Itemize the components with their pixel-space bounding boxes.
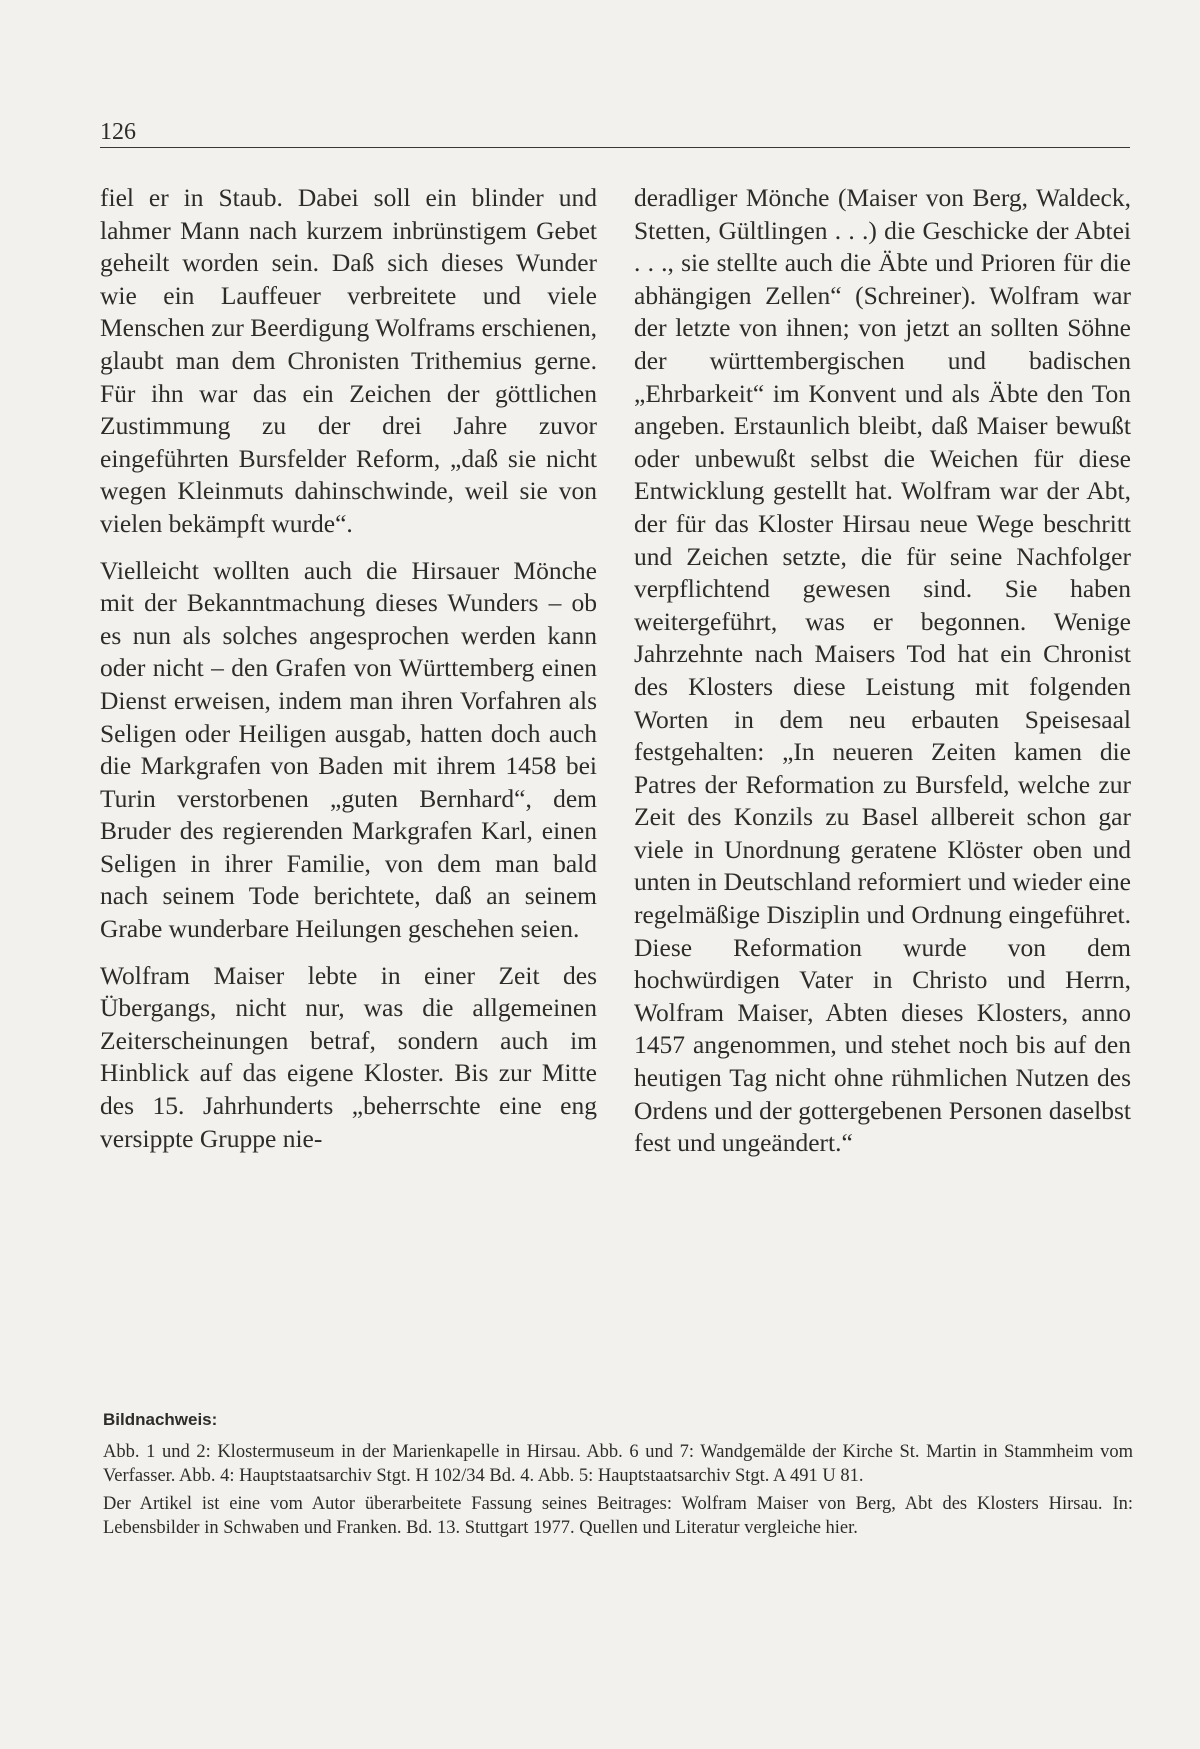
picture-credits-sources: Abb. 1 und 2: Klostermuseum in der Marienkapelle in Hirsau. Abb. 6 und 7: Wandgemälde der Kirche St. Martin in Stammheim vom Verfasser. Abb. 4: Hauptstaatsarchiv Stgt. H 102/34 Bd. 4. Abb. 5: Hauptstaatsarchiv Stgt. A 491 U 81. bbox=[103, 1442, 1133, 1486]
page-number: 126 bbox=[100, 119, 136, 145]
paragraph: Wolfram Maiser lebte in einer Zeit des Übergangs, nicht nur, was die allgemeinen Zeiterscheinungen betraf, sondern auch im Hinblick auf das eigene Kloster. Bis zur Mitte des 15. Jahrhunderts „beherrschte eine eng versippte Gruppe nie- bbox=[100, 960, 597, 1153]
left-text-column bbox=[100, 182, 597, 1169]
picture-credits bbox=[103, 1408, 1133, 1544]
article-note: Der Artikel ist eine vom Autor überarbeitete Fassung seines Beitrages: Wolfram Maiser von Berg, Abt des Klosters Hirsau. In: Lebensbilder in Schwaben und Franken. Bd. 13. Stuttgart 1977. Quellen und Literatur vergleiche hier. bbox=[103, 1494, 1133, 1538]
paragraph: fiel er in Staub. Dabei soll ein blinder und lahmer Mann nach kurzem inbrünstigem Gebet geheilt worden sein. Daß sich dieses Wunder wie ein Lauffeuer verbreitete und viele Menschen zur Beerdigung Wolframs erschienen, glaubt man dem Chronisten Trithemius gerne. Für ihn war das ein Zeichen der göttlichen Zustimmung zu der drei Jahre zuvor eingeführten Bursfelder Reform, „daß sie nicht wegen Kleinmuts dahinschwinde, weil sie von vielen bekämpft wurde“. bbox=[100, 183, 597, 538]
picture-credits-heading: Bildnachweis: bbox=[103, 1410, 218, 1429]
header-rule bbox=[100, 147, 1130, 148]
paragraph: Vielleicht wollten auch die Hirsauer Mönche mit der Bekanntmachung dieses Wunders – ob es nun als solches angesprochen werden kann oder nicht – den Grafen von Württemberg einen Dienst erweisen, indem man ihren Vorfahren als Seligen oder Heiligen ausgab, hatten doch auch die Markgrafen von Baden mit ihrem 1458 bei Turin verstorbenen „guten Bernhard“, dem Bruder des regierenden Markgrafen Karl, einen Seligen in ihrer Familie, von dem man bald nach seinem Tode berichtete, daß an seinem Grabe wunderbare Heilungen geschehen seien. bbox=[100, 555, 597, 944]
right-text-column bbox=[634, 182, 1131, 1160]
paragraph: deradliger Mönche (Maiser von Berg, Waldeck, Stetten, Gültlingen . . .) die Geschicke der Abtei . . ., sie stellte auch die Äbte und Prioren für die abhängigen Zellen“ (Schreiner). Wolfram war der letzte von ihnen; von jetzt an sollten Söhne der württembergischen und badischen „Ehrbarkeit“ im Konvent und als Äbte den Ton angeben. Erstaunlich bleibt, daß Maiser bewußt oder unbewußt selbst die Weichen für diese Entwicklung gestellt hat. Wolfram war der Abt, der für das Kloster Hirsau neue Wege beschritt und Zeichen setzte, die für seine Nachfolger verpflichtend gewesen sind. Sie haben weitergeführt, was er begonnen. Wenige Jahrzehnte nach Maisers Tod hat ein Chronist des Klosters diese Leistung mit folgenden Worten in dem neu erbauten Speisesaal festgehalten: „In neueren Zeiten kamen die Patres der Reformation zu Bursfeld, welche zur Zeit des Konzils zu Basel allbereit schon gar viele in Unordnung geratene Klöster oben und unten in Deutschland reformiert und wieder eine regelmäßige Disziplin und Ordnung eingeführet. Diese Reformation wurde von dem hochwürdigen Vater in Christo und Herrn, Wolfram Maiser, Abten dieses Klosters, anno 1457 angenommen, und stehet noch bis auf den heutigen Tag nicht ohne rühmlichen Nutzen des Ordens und der gottergebenen Personen daselbst fest und ungeändert.“ bbox=[634, 183, 1131, 1158]
